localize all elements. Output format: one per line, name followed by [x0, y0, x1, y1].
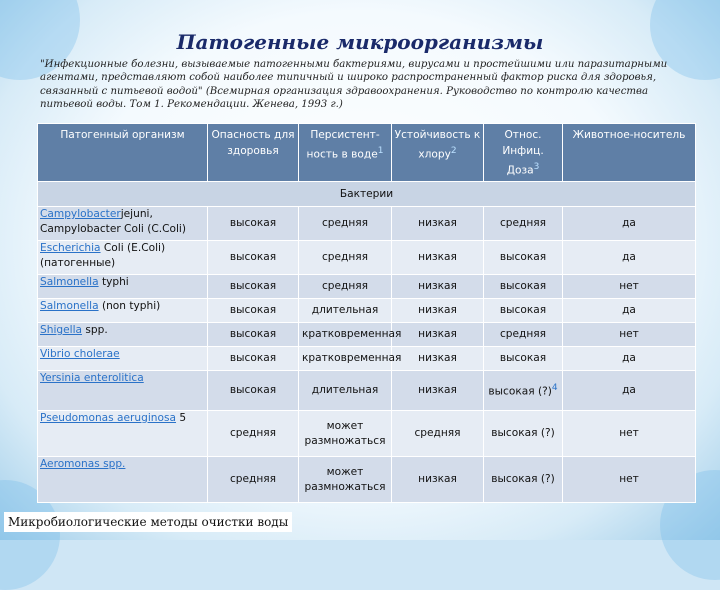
- cell-chlorine-value: низкая: [418, 352, 457, 364]
- organism-link[interactable]: Salmonella: [40, 300, 99, 312]
- header-dose: Относ. Инфиц. Доза$^3$: [484, 124, 563, 182]
- cell-dose: [484, 275, 563, 299]
- cell-host: [563, 371, 696, 411]
- table-row: [38, 347, 696, 371]
- cell-hazard: [208, 323, 299, 347]
- cell-host: [563, 299, 696, 323]
- cell-chlorine-value: низкая: [418, 304, 457, 316]
- header-hazard: Опасность для здоровья: [208, 124, 299, 182]
- organism-name-rest: (non typhi): [98, 300, 161, 312]
- organism-name-rest: spp.: [82, 324, 108, 336]
- cell-chlorine: [392, 457, 484, 503]
- cell-hazard: [208, 275, 299, 299]
- cell-organism: [38, 347, 208, 371]
- cell-organism: [38, 299, 208, 323]
- cell-persistence-value: средняя: [321, 280, 369, 292]
- cell-persistence-value: длительная: [311, 304, 379, 316]
- cell-host-value: нет: [619, 427, 639, 439]
- organism-link[interactable]: Escherichia: [40, 242, 101, 254]
- cell-chlorine-value: низкая: [418, 328, 457, 340]
- cell-chlorine-value: низкая: [418, 473, 457, 485]
- organism-link[interactable]: Shigella: [40, 324, 83, 336]
- cell-persistence: [299, 323, 402, 347]
- cell-chlorine-value: низкая: [418, 217, 457, 229]
- cell-hazard-value: высокая: [229, 384, 277, 396]
- who-quote: "Инфекционные болезни, вызываемые патогенными бактериями, вирусами и простейшими или паразитарными агентами, представляют собой наиболее типичный и широко распространенный фактор риска для здоровья, связанный с питьевой водой" (Всемирная организация здравоохранения. Руководство по контролю качества питьевой воды. Том 1. Рекомендации. Женева, 1993 г.): [40, 59, 668, 111]
- organism-link[interactable]: Pseudomonas aeruginosa: [40, 412, 177, 424]
- group-label: Бактерии: [38, 182, 696, 207]
- cell-persistence-value: может размножаться: [304, 465, 386, 493]
- cell-chlorine: [392, 207, 484, 241]
- cell-host-value: да: [622, 304, 636, 316]
- table-header-row: [38, 124, 696, 182]
- cell-dose-value: высокая: [499, 251, 547, 263]
- header-persistence: Персистент-ность в воде$^1$: [299, 124, 392, 182]
- table-row: [38, 411, 696, 457]
- cell-organism: [38, 207, 208, 241]
- cell-hazard: [208, 457, 299, 503]
- cell-chlorine: [392, 241, 484, 275]
- cell-dose: [484, 299, 563, 323]
- cell-organism: [38, 411, 208, 457]
- organism-name-rest: jejuni, Campylobacter Coli (C.Coli): [40, 208, 186, 235]
- cell-host-value: да: [622, 251, 636, 263]
- cell-chlorine: [392, 299, 484, 323]
- cell-organism: [38, 275, 208, 299]
- cell-hazard-value: высокая: [229, 352, 277, 364]
- cell-organism: [38, 323, 208, 347]
- cell-dose-value: средняя: [499, 217, 547, 229]
- cell-host-value: да: [622, 217, 636, 229]
- cell-host: [563, 457, 696, 503]
- cell-persistence: [299, 371, 392, 411]
- cell-dose-value: высокая (?): [491, 427, 555, 439]
- cell-persistence: [299, 347, 402, 371]
- cell-host-value: нет: [619, 473, 639, 485]
- cell-persistence: [299, 207, 392, 241]
- organism-link[interactable]: Aeromonas spp.: [40, 458, 126, 470]
- organism-link[interactable]: Yersinia enterolitica: [40, 372, 144, 384]
- cell-dose-value: высокая: [499, 304, 547, 316]
- cell-organism: [38, 457, 208, 503]
- organism-link[interactable]: Vibrio cholerae: [40, 348, 120, 360]
- cell-host-value: нет: [619, 328, 639, 340]
- cell-host: [563, 241, 696, 275]
- cell-dose: [484, 457, 563, 503]
- footer-caption: Микробиологические методы очистки воды: [4, 512, 292, 532]
- cell-hazard: [208, 207, 299, 241]
- organism-link[interactable]: Salmonella: [40, 276, 99, 288]
- pathogens-table: [37, 123, 696, 503]
- footnote-ref-link[interactable]: 2: [450, 146, 457, 156]
- organism-link[interactable]: Campylobacter: [40, 208, 121, 220]
- cell-dose: [484, 371, 563, 411]
- cell-dose-value: высокая (?): [488, 385, 552, 398]
- cell-chlorine: [392, 347, 484, 371]
- table-row: [38, 323, 696, 347]
- cell-hazard: [208, 347, 299, 371]
- page-title: Патогенные микроорганизмы: [176, 30, 544, 54]
- cell-persistence-value: кратковременная: [302, 328, 402, 340]
- cell-persistence-value: кратковременная: [302, 352, 402, 364]
- organism-name-rest: typhi: [98, 276, 129, 288]
- cell-chlorine: [392, 371, 484, 411]
- cell-organism: [38, 241, 208, 275]
- organism-name-rest: Coli (E.Coli) (патогенные): [40, 242, 166, 269]
- cell-hazard-value: средняя: [229, 473, 277, 485]
- cell-dose: [484, 347, 563, 371]
- cell-chlorine-value: средняя: [414, 427, 461, 439]
- cell-dose-value: средняя: [499, 328, 547, 340]
- cell-host-value: нет: [619, 280, 639, 292]
- organism-name-rest: 5: [176, 412, 187, 424]
- footnote-ref-link[interactable]: 4: [551, 383, 558, 394]
- cell-dose-value: высокая: [499, 280, 547, 292]
- cell-persistence: [299, 457, 392, 503]
- cell-persistence: [299, 299, 392, 323]
- cell-host: [563, 323, 696, 347]
- cell-dose: [484, 411, 563, 457]
- cell-dose: [484, 323, 563, 347]
- cell-hazard: [208, 241, 299, 275]
- cell-host: [563, 411, 696, 457]
- cell-chlorine: [392, 323, 484, 347]
- cell-chlorine: [392, 275, 484, 299]
- cell-persistence-value: средняя: [321, 217, 369, 229]
- table-row: [38, 207, 696, 241]
- cell-hazard-value: высокая: [229, 328, 277, 340]
- cell-persistence-value: может размножаться: [304, 419, 386, 447]
- cell-dose-value: высокая (?): [491, 473, 555, 485]
- table-row: [38, 241, 696, 275]
- cell-dose-value: высокая: [499, 352, 547, 364]
- header-organism: Патогенный организм: [38, 124, 208, 182]
- header-host: Животное-носитель: [563, 124, 696, 182]
- table-row: [38, 299, 696, 323]
- footnote-ref-link[interactable]: 3: [533, 162, 540, 172]
- cell-host-value: да: [622, 352, 636, 364]
- cell-hazard-value: высокая: [229, 217, 277, 229]
- cell-chlorine-value: низкая: [418, 280, 457, 292]
- cell-hazard-value: высокая: [229, 251, 277, 263]
- cell-hazard-value: средняя: [229, 427, 277, 439]
- cell-chlorine-value: низкая: [418, 251, 457, 263]
- cell-dose: [484, 241, 563, 275]
- cell-hazard: [208, 371, 299, 411]
- cell-persistence-value: длительная: [311, 384, 379, 396]
- cell-host: [563, 275, 696, 299]
- cell-dose: [484, 207, 563, 241]
- cell-hazard: [208, 299, 299, 323]
- cell-hazard-value: высокая: [229, 280, 277, 292]
- group-row: [38, 182, 696, 207]
- cell-chlorine: [392, 411, 484, 457]
- cell-organism: [38, 371, 208, 411]
- cell-persistence: [299, 411, 392, 457]
- table-row: [38, 457, 696, 503]
- footnote-ref-link[interactable]: 1: [377, 146, 384, 156]
- cell-hazard-value: высокая: [229, 304, 277, 316]
- cell-hazard: [208, 411, 299, 457]
- cell-host: [563, 207, 696, 241]
- table-row: [38, 371, 696, 411]
- cell-host-value: да: [622, 384, 636, 396]
- table-row: [38, 275, 696, 299]
- cell-host: [563, 347, 696, 371]
- cell-persistence: [299, 275, 392, 299]
- cell-persistence-value: средняя: [321, 251, 369, 263]
- cell-persistence: [299, 241, 392, 275]
- header-chlorine: Устойчивость к хлору$^2$: [392, 124, 484, 182]
- cell-chlorine-value: низкая: [418, 384, 457, 396]
